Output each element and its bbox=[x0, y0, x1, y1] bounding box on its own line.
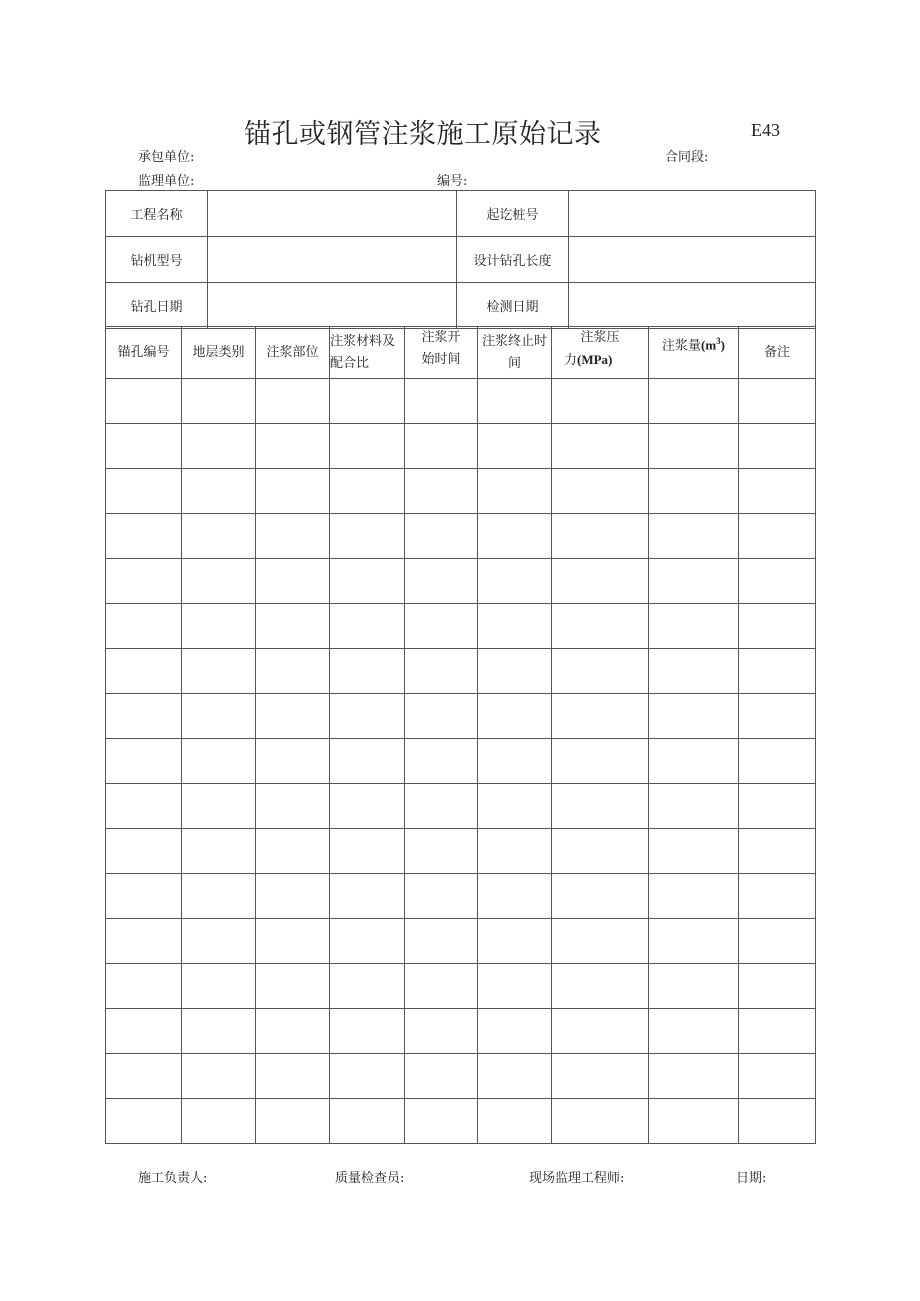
col-start-time bbox=[405, 327, 478, 379]
info-row bbox=[106, 283, 816, 329]
table-cell[interactable] bbox=[649, 649, 739, 694]
table-cell[interactable] bbox=[405, 1099, 478, 1144]
table-cell[interactable] bbox=[330, 784, 405, 829]
contract-section-label: 合同段: bbox=[665, 150, 709, 165]
col-start-line1: 注浆开 bbox=[421, 330, 461, 345]
table-cell[interactable] bbox=[405, 829, 478, 874]
col-pressure-line1: 注浆压 bbox=[580, 330, 620, 345]
grouting-record-table bbox=[105, 326, 816, 1144]
table-cell[interactable] bbox=[330, 649, 405, 694]
inspect-date-field[interactable] bbox=[569, 283, 816, 329]
table-cell[interactable] bbox=[182, 379, 256, 424]
table-cell[interactable] bbox=[182, 514, 256, 559]
table-cell[interactable] bbox=[405, 1009, 478, 1054]
table-cell[interactable] bbox=[649, 739, 739, 784]
table-row bbox=[106, 829, 816, 874]
table-cell[interactable] bbox=[649, 694, 739, 739]
start-end-station-label: 起讫桩号 bbox=[457, 191, 569, 237]
table-cell[interactable] bbox=[182, 1054, 256, 1099]
table-cell[interactable] bbox=[478, 919, 552, 964]
col-volume-text: 注浆量 bbox=[661, 338, 701, 354]
table-cell[interactable] bbox=[330, 559, 405, 604]
table-cell[interactable] bbox=[182, 829, 256, 874]
col-grout-part: 注浆部位 bbox=[256, 327, 330, 379]
table-cell[interactable] bbox=[405, 784, 478, 829]
table-cell[interactable] bbox=[330, 919, 405, 964]
table-cell[interactable] bbox=[405, 649, 478, 694]
form-code: E43 bbox=[751, 120, 780, 140]
table-cell[interactable] bbox=[478, 469, 552, 514]
table-cell[interactable] bbox=[256, 739, 330, 784]
table-row bbox=[106, 559, 816, 604]
table-cell[interactable] bbox=[649, 559, 739, 604]
table-row bbox=[106, 784, 816, 829]
table-row bbox=[106, 649, 816, 694]
col-volume-sup: 3 bbox=[716, 336, 721, 346]
table-cell[interactable] bbox=[182, 739, 256, 784]
header-row bbox=[106, 327, 816, 379]
col-hole-no: 锚孔编号 bbox=[106, 327, 182, 379]
table-cell[interactable] bbox=[478, 559, 552, 604]
table-cell[interactable] bbox=[649, 379, 739, 424]
table-row bbox=[106, 1054, 816, 1099]
table-cell[interactable] bbox=[330, 379, 405, 424]
table-cell[interactable] bbox=[478, 739, 552, 784]
table-cell[interactable] bbox=[182, 424, 256, 469]
table-cell[interactable] bbox=[182, 1099, 256, 1144]
table-cell[interactable] bbox=[330, 604, 405, 649]
table-cell[interactable] bbox=[739, 559, 816, 604]
table-cell[interactable] bbox=[739, 1099, 816, 1144]
table-cell[interactable] bbox=[552, 1054, 649, 1099]
col-end-line1: 注浆终止时 bbox=[481, 333, 547, 349]
table-cell[interactable] bbox=[256, 964, 330, 1009]
table-cell[interactable] bbox=[739, 379, 816, 424]
design-length-label: 设计钻孔长度 bbox=[457, 237, 569, 283]
table-cell[interactable] bbox=[552, 1009, 649, 1054]
supervisor-label: 监理单位: bbox=[138, 174, 195, 189]
table-cell[interactable] bbox=[330, 514, 405, 559]
table-cell[interactable] bbox=[552, 1099, 649, 1144]
table-cell[interactable] bbox=[739, 514, 816, 559]
table-cell[interactable] bbox=[106, 379, 182, 424]
table-cell[interactable] bbox=[478, 424, 552, 469]
col-remark: 备注 bbox=[739, 327, 816, 379]
table-cell[interactable] bbox=[256, 379, 330, 424]
table-cell[interactable] bbox=[739, 784, 816, 829]
col-volume-close: ) bbox=[720, 337, 726, 353]
table-row bbox=[106, 514, 816, 559]
table-cell[interactable] bbox=[182, 1009, 256, 1054]
table-row bbox=[106, 919, 816, 964]
rig-model-field[interactable] bbox=[208, 237, 457, 283]
project-name-label: 工程名称 bbox=[106, 191, 208, 237]
date-label: 日期: bbox=[736, 1171, 767, 1186]
table-cell[interactable] bbox=[182, 559, 256, 604]
site-supervisor-label: 现场监理工程师: bbox=[529, 1171, 625, 1186]
info-row bbox=[106, 191, 816, 237]
table-cell[interactable] bbox=[405, 874, 478, 919]
table-cell[interactable] bbox=[649, 829, 739, 874]
table-cell[interactable] bbox=[552, 694, 649, 739]
table-cell[interactable] bbox=[106, 919, 182, 964]
table-cell[interactable] bbox=[649, 919, 739, 964]
table-cell[interactable] bbox=[478, 379, 552, 424]
table-cell[interactable] bbox=[256, 649, 330, 694]
col-material bbox=[330, 327, 405, 379]
table-cell[interactable] bbox=[405, 559, 478, 604]
table-cell[interactable] bbox=[330, 1054, 405, 1099]
drill-date-label: 钻孔日期 bbox=[106, 283, 208, 329]
table-cell[interactable] bbox=[552, 919, 649, 964]
table-cell[interactable] bbox=[106, 604, 182, 649]
table-cell[interactable] bbox=[256, 424, 330, 469]
col-volume bbox=[649, 327, 739, 379]
table-cell[interactable] bbox=[405, 424, 478, 469]
table-cell[interactable] bbox=[106, 1099, 182, 1144]
table-cell[interactable] bbox=[256, 784, 330, 829]
table-cell[interactable] bbox=[552, 469, 649, 514]
table-cell[interactable] bbox=[649, 604, 739, 649]
table-cell[interactable] bbox=[256, 919, 330, 964]
table-cell[interactable] bbox=[256, 1009, 330, 1054]
table-cell[interactable] bbox=[552, 649, 649, 694]
col-pressure-text: 力 bbox=[564, 353, 578, 368]
table-cell[interactable] bbox=[478, 1099, 552, 1144]
col-pressure-unit: (MPa) bbox=[577, 352, 613, 367]
table-cell[interactable] bbox=[649, 469, 739, 514]
table-cell[interactable] bbox=[478, 1054, 552, 1099]
table-cell[interactable] bbox=[478, 784, 552, 829]
table-cell[interactable] bbox=[405, 694, 478, 739]
construction-lead-label: 施工负责人: bbox=[138, 1171, 208, 1186]
table-row bbox=[106, 604, 816, 649]
table-cell[interactable] bbox=[256, 694, 330, 739]
table-cell[interactable] bbox=[106, 739, 182, 784]
start-end-station-field[interactable] bbox=[569, 191, 816, 237]
table-cell[interactable] bbox=[739, 829, 816, 874]
table-row bbox=[106, 469, 816, 514]
table-cell[interactable] bbox=[478, 514, 552, 559]
table-cell[interactable] bbox=[739, 469, 816, 514]
table-cell[interactable] bbox=[649, 964, 739, 1009]
table-cell[interactable] bbox=[182, 469, 256, 514]
table-cell[interactable] bbox=[256, 874, 330, 919]
table-cell[interactable] bbox=[649, 874, 739, 919]
table-cell[interactable] bbox=[649, 514, 739, 559]
table-cell[interactable] bbox=[106, 964, 182, 1009]
table-cell[interactable] bbox=[330, 829, 405, 874]
table-cell[interactable] bbox=[478, 649, 552, 694]
table-cell[interactable] bbox=[405, 1054, 478, 1099]
table-cell[interactable] bbox=[552, 559, 649, 604]
table-cell[interactable] bbox=[649, 1099, 739, 1144]
table-cell[interactable] bbox=[182, 919, 256, 964]
table-cell[interactable] bbox=[478, 1009, 552, 1054]
table-cell[interactable] bbox=[739, 424, 816, 469]
table-cell[interactable] bbox=[256, 1099, 330, 1144]
col-material-line2: 配合比 bbox=[330, 355, 370, 371]
table-row bbox=[106, 424, 816, 469]
rig-model-label: 钻机型号 bbox=[106, 237, 208, 283]
table-cell[interactable] bbox=[182, 694, 256, 739]
drill-date-field[interactable] bbox=[208, 283, 457, 329]
table-cell[interactable] bbox=[256, 559, 330, 604]
table-cell[interactable] bbox=[106, 1009, 182, 1054]
table-cell[interactable] bbox=[330, 424, 405, 469]
table-row bbox=[106, 739, 816, 784]
table-cell[interactable] bbox=[330, 1099, 405, 1144]
table-cell[interactable] bbox=[405, 919, 478, 964]
table-cell[interactable] bbox=[106, 649, 182, 694]
table-cell[interactable] bbox=[330, 469, 405, 514]
col-material-line1: 注浆材料及 bbox=[330, 333, 396, 349]
table-cell[interactable] bbox=[552, 964, 649, 1009]
table-cell[interactable] bbox=[330, 1009, 405, 1054]
table-cell[interactable] bbox=[478, 604, 552, 649]
table-cell[interactable] bbox=[182, 784, 256, 829]
table-cell[interactable] bbox=[106, 424, 182, 469]
col-start-line2: 始时间 bbox=[421, 352, 461, 367]
table-cell[interactable] bbox=[478, 829, 552, 874]
table-cell[interactable] bbox=[182, 649, 256, 694]
table-cell[interactable] bbox=[739, 874, 816, 919]
table-cell[interactable] bbox=[739, 694, 816, 739]
project-name-field[interactable] bbox=[208, 191, 457, 237]
col-volume-unit: (m bbox=[701, 337, 717, 353]
table-cell[interactable] bbox=[405, 739, 478, 784]
table-cell[interactable] bbox=[405, 964, 478, 1009]
table-cell[interactable] bbox=[256, 604, 330, 649]
table-cell[interactable] bbox=[256, 829, 330, 874]
table-cell[interactable] bbox=[739, 604, 816, 649]
col-pressure-line2 bbox=[552, 349, 648, 372]
table-cell[interactable] bbox=[739, 919, 816, 964]
table-cell[interactable] bbox=[739, 649, 816, 694]
table-cell[interactable] bbox=[739, 1054, 816, 1099]
table-cell[interactable] bbox=[106, 694, 182, 739]
table-cell[interactable] bbox=[478, 874, 552, 919]
table-cell[interactable] bbox=[649, 424, 739, 469]
page-title: 锚孔或钢管注浆施工原始记录 bbox=[244, 119, 602, 150]
design-length-field[interactable] bbox=[569, 237, 816, 283]
table-cell[interactable] bbox=[106, 874, 182, 919]
table-cell[interactable] bbox=[106, 469, 182, 514]
table-cell[interactable] bbox=[739, 1009, 816, 1054]
col-end-line2: 间 bbox=[507, 355, 521, 371]
table-cell[interactable] bbox=[649, 1054, 739, 1099]
table-row bbox=[106, 1099, 816, 1144]
col-stratum: 地层类别 bbox=[182, 327, 256, 379]
contractor-label: 承包单位: bbox=[138, 150, 195, 165]
table-cell[interactable] bbox=[405, 379, 478, 424]
table-cell[interactable] bbox=[106, 784, 182, 829]
table-row bbox=[106, 1009, 816, 1054]
table-cell[interactable] bbox=[739, 964, 816, 1009]
table-row bbox=[106, 874, 816, 919]
table-cell[interactable] bbox=[106, 829, 182, 874]
table-row bbox=[106, 694, 816, 739]
table-cell[interactable] bbox=[552, 604, 649, 649]
col-pressure bbox=[552, 327, 649, 379]
table-cell[interactable] bbox=[256, 1054, 330, 1099]
table-cell[interactable] bbox=[405, 514, 478, 559]
table-cell[interactable] bbox=[405, 604, 478, 649]
inspect-date-label: 检测日期 bbox=[457, 283, 569, 329]
table-cell[interactable] bbox=[330, 694, 405, 739]
table-cell[interactable] bbox=[552, 739, 649, 784]
table-cell[interactable] bbox=[552, 514, 649, 559]
table-row bbox=[106, 379, 816, 424]
table-cell[interactable] bbox=[182, 964, 256, 1009]
table-cell[interactable] bbox=[106, 1054, 182, 1099]
table-cell[interactable] bbox=[552, 379, 649, 424]
col-end-time bbox=[478, 327, 552, 379]
number-label: 编号: bbox=[437, 174, 468, 189]
table-cell[interactable] bbox=[649, 1009, 739, 1054]
table-cell[interactable] bbox=[552, 424, 649, 469]
table-cell[interactable] bbox=[330, 964, 405, 1009]
table-cell[interactable] bbox=[739, 739, 816, 784]
table-cell[interactable] bbox=[256, 469, 330, 514]
table-cell[interactable] bbox=[330, 739, 405, 784]
table-cell[interactable] bbox=[552, 874, 649, 919]
info-row bbox=[106, 237, 816, 283]
table-cell[interactable] bbox=[405, 469, 478, 514]
table-cell[interactable] bbox=[106, 559, 182, 604]
quality-inspector-label: 质量检查员: bbox=[335, 1171, 405, 1186]
table-cell[interactable] bbox=[256, 514, 330, 559]
table-cell[interactable] bbox=[182, 874, 256, 919]
table-cell[interactable] bbox=[106, 514, 182, 559]
table-cell[interactable] bbox=[552, 829, 649, 874]
table-row bbox=[106, 964, 816, 1009]
table-cell[interactable] bbox=[478, 694, 552, 739]
table-cell[interactable] bbox=[552, 784, 649, 829]
info-table bbox=[105, 190, 816, 329]
table-cell[interactable] bbox=[478, 964, 552, 1009]
table-cell[interactable] bbox=[649, 784, 739, 829]
table-cell[interactable] bbox=[330, 874, 405, 919]
table-cell[interactable] bbox=[182, 604, 256, 649]
